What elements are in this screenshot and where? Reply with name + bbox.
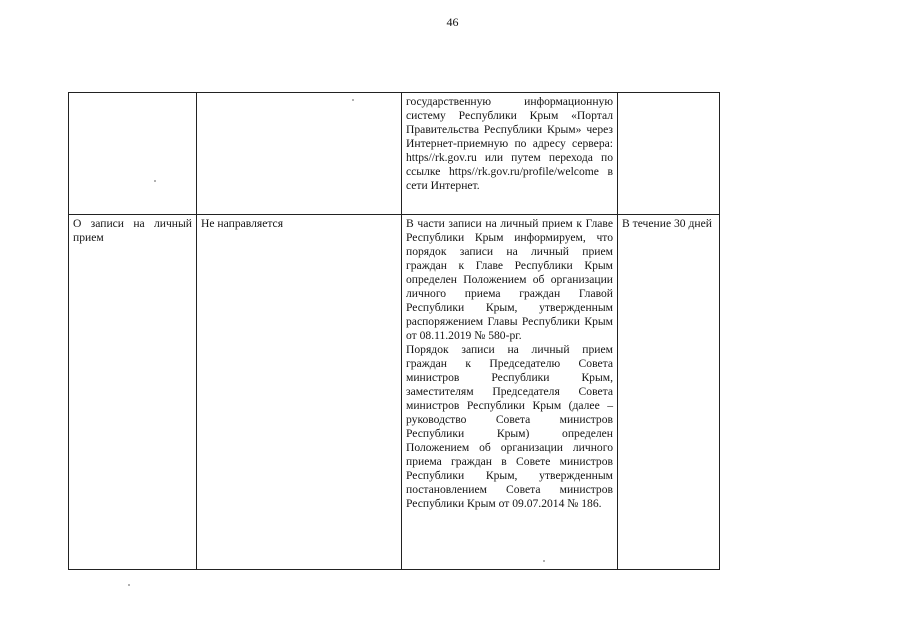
table-cell-answer — [402, 93, 618, 215]
answer-paragraph: В части записи на личный прием к Главе Республики Крым информируем, что порядок записи на личный прием граждан к Главе Республики Крым определен Положением об организации личного приема граждан Главой Республики Крым, утвержденным распоряжением Главы Республики Крым от 08.11.2019 № 580-рг. — [406, 217, 613, 342]
document-table — [68, 92, 720, 570]
answer-paragraph: государственную информационную систему Республики Крым «Портал Правительства Республики Крым» через Интернет-приемную по адресу сервера: https//rk.gov.ru или путем перехода по ссылке https//rk.gov.ru/profile/welcome в сети Интернет. — [406, 95, 613, 192]
scan-speck — [543, 560, 545, 562]
table-cell-deadline — [618, 215, 720, 570]
topic-text: О записи на личный прием — [73, 217, 192, 244]
table-cell-topic — [69, 93, 197, 215]
table-cell-answer — [402, 215, 618, 570]
scan-speck — [352, 99, 354, 101]
table-row — [69, 215, 720, 570]
scan-speck — [128, 584, 130, 586]
deadline-text: В течение 30 дней — [622, 217, 712, 230]
table-cell-direction — [197, 215, 402, 570]
table-cell-direction — [197, 93, 402, 215]
table-cell-deadline — [618, 93, 720, 215]
scan-speck — [154, 180, 156, 182]
table-row — [69, 93, 720, 215]
direction-text: Не направляется — [201, 217, 284, 230]
answer-paragraph: Порядок записи на личный прием граждан к Председателю Совета министров Республики Крым, заместителям Председателя Совета министров Республики Крым (далее – руководство Совета министров Республики Крым) определен Положением об организации личного приема граждан в Совете министров Республики Крым, утвержденным постановлением Совета министров Республики Крым от 09.07.2014 № 186. — [406, 343, 613, 510]
table-cell-topic — [69, 215, 197, 570]
page-number: 46 — [446, 15, 459, 29]
